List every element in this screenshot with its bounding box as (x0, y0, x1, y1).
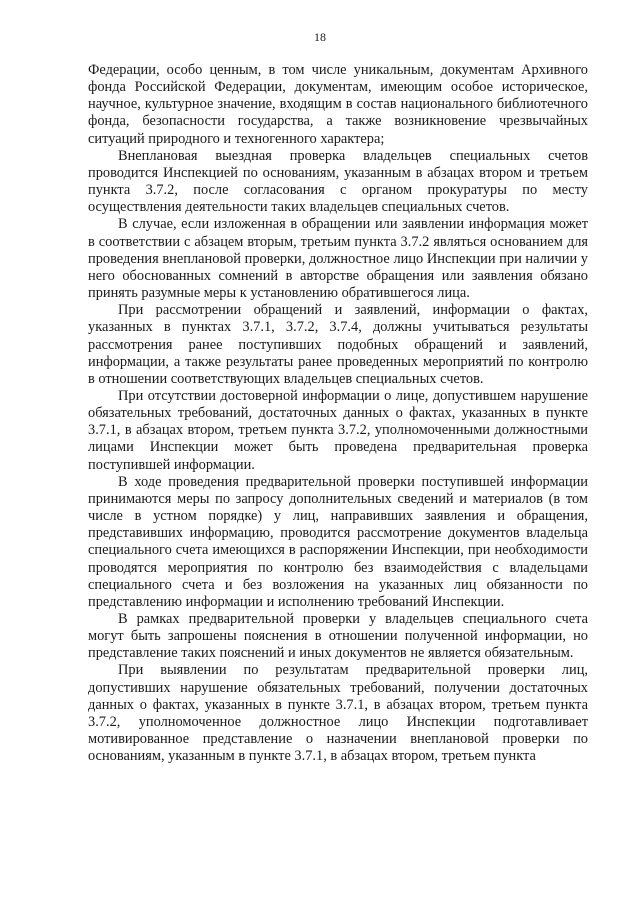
paragraph: В ходе проведения предварительной проверки поступившей информации принимаются меры по запросу дополнительных сведений и материалов (в том числе в устном порядке) у лиц, направивших заявления и обращения, представивших информацию, проводится рассмотрение документов владельца специального счета имеющихся в распоряжении Инспекции, при необходимости проводятся мероприятия по контролю без взаимодействия с владельцами специального счета и без возложения на указанных лиц обязанности по представлению информации и исполнению требований Инспекции. (88, 473, 588, 610)
page-number: 18 (314, 30, 326, 44)
paragraph: Федерации, особо ценным, в том числе уникальным, документам Архивного фонда Российской Федерации, документам, имеющим особое историческое, научное, культурное значение, входящим в состав национального библиотечного фонда, безопасности государства, а также возникновение чрезвычайных ситуаций природного и техногенного характера; (88, 62, 588, 147)
paragraph: Внеплановая выездная проверка владельцев специальных счетов проводится Инспекцией по основаниям, указанным в абзацах втором и третьем пункта 3.7.2, после согласования с органом прокуратуры по месту осуществления деятельности таких владельцев специальных счетов. (88, 147, 588, 216)
paragraph: В случае, если изложенная в обращении или заявлении информация может в соответствии с абзацем вторым, третьим пункта 3.7.2 являться основанием для проведения внеплановой проверки, должностное лицо Инспекции при наличии у него обоснованных сомнений в авторстве обращения или заявления обязано принять разумные меры к установлению обратившегося лица. (88, 216, 588, 302)
paragraph: При отсутствии достоверной информации о лице, допустившем нарушение обязательных требований, достаточных данных о фактах, указанных в пункте 3.7.1, в абзацах втором, третьем пункта 3.7.2, уполномоченными должностными лицами Инспекции может быть проведена предварительная проверка поступившей информации. (88, 387, 588, 473)
paragraph: В рамках предварительной проверки у владельцев специального счета могут быть запрошены пояснения в отношении полученной информации, но представление таких пояснений и иных документов не является обязательным. (88, 611, 588, 662)
paragraph: При выявлении по результатам предварительной проверки лиц, допустивших нарушение обязательных требований, получении достаточных данных о фактах, указанных в пункте 3.7.1, в абзацах втором, третьем пункта 3.7.2, уполномоченное должностное лицо Инспекции подготавливает мотивированное представление о назначении внеплановой проверки по основаниям, указанным в пункте 3.7.1, в абзацах втором, третьем пункта (88, 662, 588, 765)
document-body (88, 62, 588, 765)
paragraph: При рассмотрении обращений и заявлений, информации о фактах, указанных в пунктах 3.7.1, 3.7.2, 3.7.4, должны учитываться результаты рассмотрения ранее поступивших подобных обращений и заявлений, информации, а также результаты ранее проведенных мероприятий по контролю в отношении соответствующих владельцев специальных счетов. (88, 302, 588, 387)
